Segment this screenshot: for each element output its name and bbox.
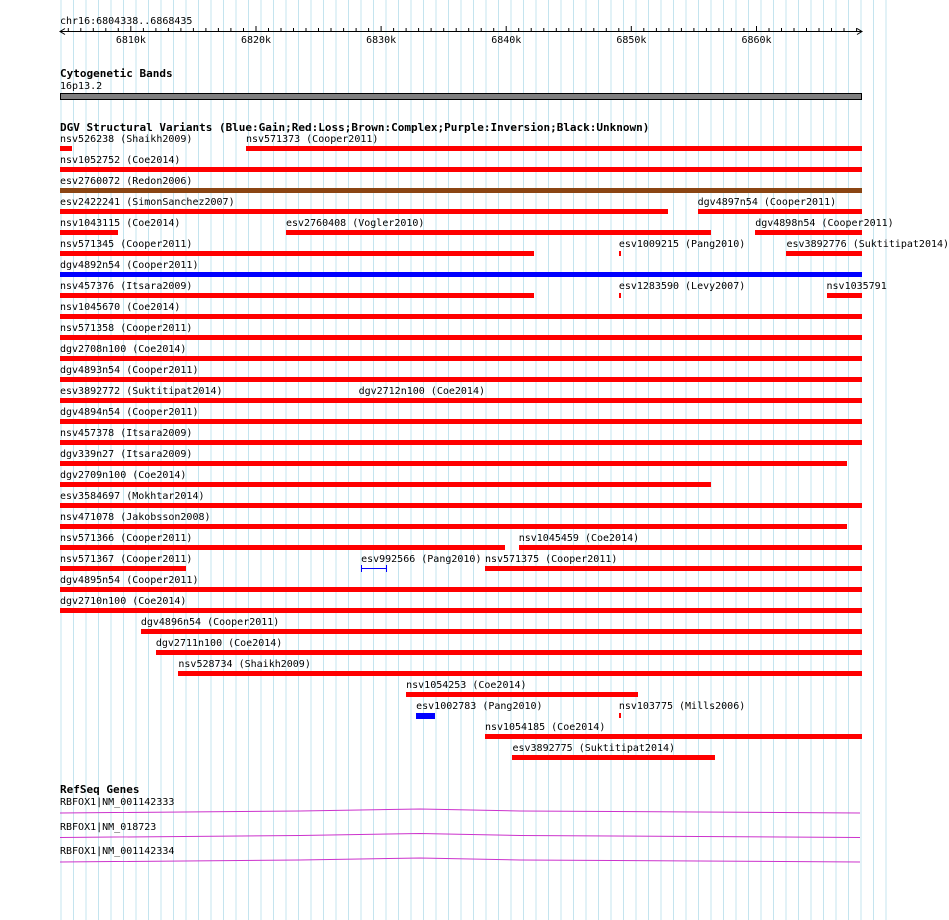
ruler-tick-label: 6830k (366, 35, 397, 46)
ruler-position: chr16:6804338..6868435 (60, 16, 193, 27)
variant-label[interactable]: dgv2709n100 (Coe2014) (60, 470, 187, 481)
refseq-track-title: RefSeq Genes (60, 783, 140, 796)
cytoband-label: 16p13.2 (60, 81, 103, 92)
variant-label[interactable]: nsv1054253 (Coe2014) (406, 680, 527, 691)
variant-label[interactable]: dgv4898n54 (Cooper2011) (755, 218, 894, 229)
variant-label[interactable]: dgv4896n54 (Cooper2011) (140, 617, 280, 628)
ruler-tick-label: 6820k (240, 35, 272, 46)
variant-label[interactable]: nsv1045670 (Coe2014) (60, 302, 181, 313)
variant-label[interactable]: nsv526238 (Shaikh2009) (60, 134, 193, 145)
variant-label[interactable]: esv3892776 (Suktitipat2014) (786, 239, 949, 250)
variant-label[interactable]: nsv571367 (Cooper2011) (60, 554, 193, 565)
variant-label[interactable]: nsv457378 (Itsara2009) (60, 428, 193, 439)
variant-label[interactable]: esv3892772 (Suktitipat2014) (60, 386, 223, 397)
gene-label[interactable]: RBFOX1|NM_001142334 (60, 846, 175, 857)
variant-label[interactable]: dgv2708n100 (Coe2014) (60, 344, 187, 355)
variant-label[interactable]: esv2760408 (Vogler2010) (285, 218, 425, 229)
variant-label[interactable]: dgv339n27 (Itsara2009) (60, 449, 193, 460)
variant-label[interactable]: nsv528734 (Shaikh2009) (178, 659, 311, 670)
ruler-tick-label: 6860k (741, 35, 772, 46)
variant-label[interactable]: nsv1035791 (826, 281, 887, 292)
variant-label[interactable]: nsv1043115 (Coe2014) (60, 218, 181, 229)
variant-label[interactable]: dgv4892n54 (Cooper2011) (60, 260, 199, 271)
variant-label[interactable]: nsv103775 (Mills2006) (618, 701, 746, 712)
variant-label[interactable]: nsv1052752 (Coe2014) (60, 155, 181, 166)
gene-label[interactable]: RBFOX1|NM_001142333 (60, 797, 175, 808)
variant-label[interactable]: nsv571345 (Cooper2011) (60, 239, 193, 250)
variant-label[interactable]: dgv2710n100 (Coe2014) (60, 596, 187, 607)
ruler-tick-label: 6850k (616, 35, 647, 46)
variant-label[interactable]: dgv4893n54 (Cooper2011) (60, 365, 199, 376)
gene-model[interactable] (60, 809, 860, 813)
variant-label[interactable]: nsv571373 (Cooper2011) (245, 134, 379, 145)
variant-label[interactable]: esv1002783 (Pang2010) (416, 701, 543, 712)
ruler-tick-label: 6810k (115, 35, 146, 46)
variant-label[interactable]: nsv571375 (Cooper2011) (484, 554, 618, 565)
variant-label[interactable]: nsv571366 (Cooper2011) (60, 533, 193, 544)
gene-model[interactable] (60, 858, 860, 862)
gene-label[interactable]: RBFOX1|NM_018723 (60, 821, 157, 833)
variant-label[interactable]: dgv4895n54 (Cooper2011) (60, 575, 199, 586)
variant-label[interactable]: esv1009215 (Pang2010) (618, 239, 746, 250)
cytoband-track-title: Cytogenetic Bands (60, 67, 173, 80)
variant-label[interactable]: esv2422241 (SimonSanchez2007) (60, 197, 235, 208)
gene-model[interactable] (60, 834, 860, 838)
variant-label[interactable]: dgv4897n54 (Cooper2011) (697, 197, 837, 208)
variant-label[interactable]: nsv571358 (Cooper2011) (60, 323, 193, 334)
dgv-track-title: DGV Structural Variants (Blue:Gain;Red:Loss;Brown:Complex;Purple:Inversion;Black:Unknown) (60, 121, 650, 134)
variant-label[interactable]: nsv471078 (Jakobsson2008) (60, 512, 211, 523)
variant-label[interactable]: esv992566 (Pang2010) (361, 554, 482, 565)
variant-label[interactable]: dgv2711n100 (Coe2014) (155, 638, 283, 649)
variant-label[interactable]: esv2760072 (Redon2006) (60, 176, 193, 187)
ruler-tick-label: 6840k (491, 35, 522, 46)
variant-label[interactable]: esv3584697 (Mokhtar2014) (60, 491, 205, 502)
variant-label[interactable]: esv3892775 (Suktitipat2014) (512, 743, 676, 754)
variant-label[interactable]: nsv457376 (Itsara2009) (60, 281, 193, 292)
variant-label[interactable]: dgv4894n54 (Cooper2011) (60, 407, 199, 418)
variant-label[interactable]: nsv1045459 (Coe2014) (518, 533, 640, 544)
variant-label[interactable]: nsv1054185 (Coe2014) (484, 722, 606, 733)
variant-label[interactable]: dgv2712n100 (Coe2014) (358, 386, 485, 397)
variant-label[interactable]: esv1283590 (Levy2007) (618, 281, 746, 292)
